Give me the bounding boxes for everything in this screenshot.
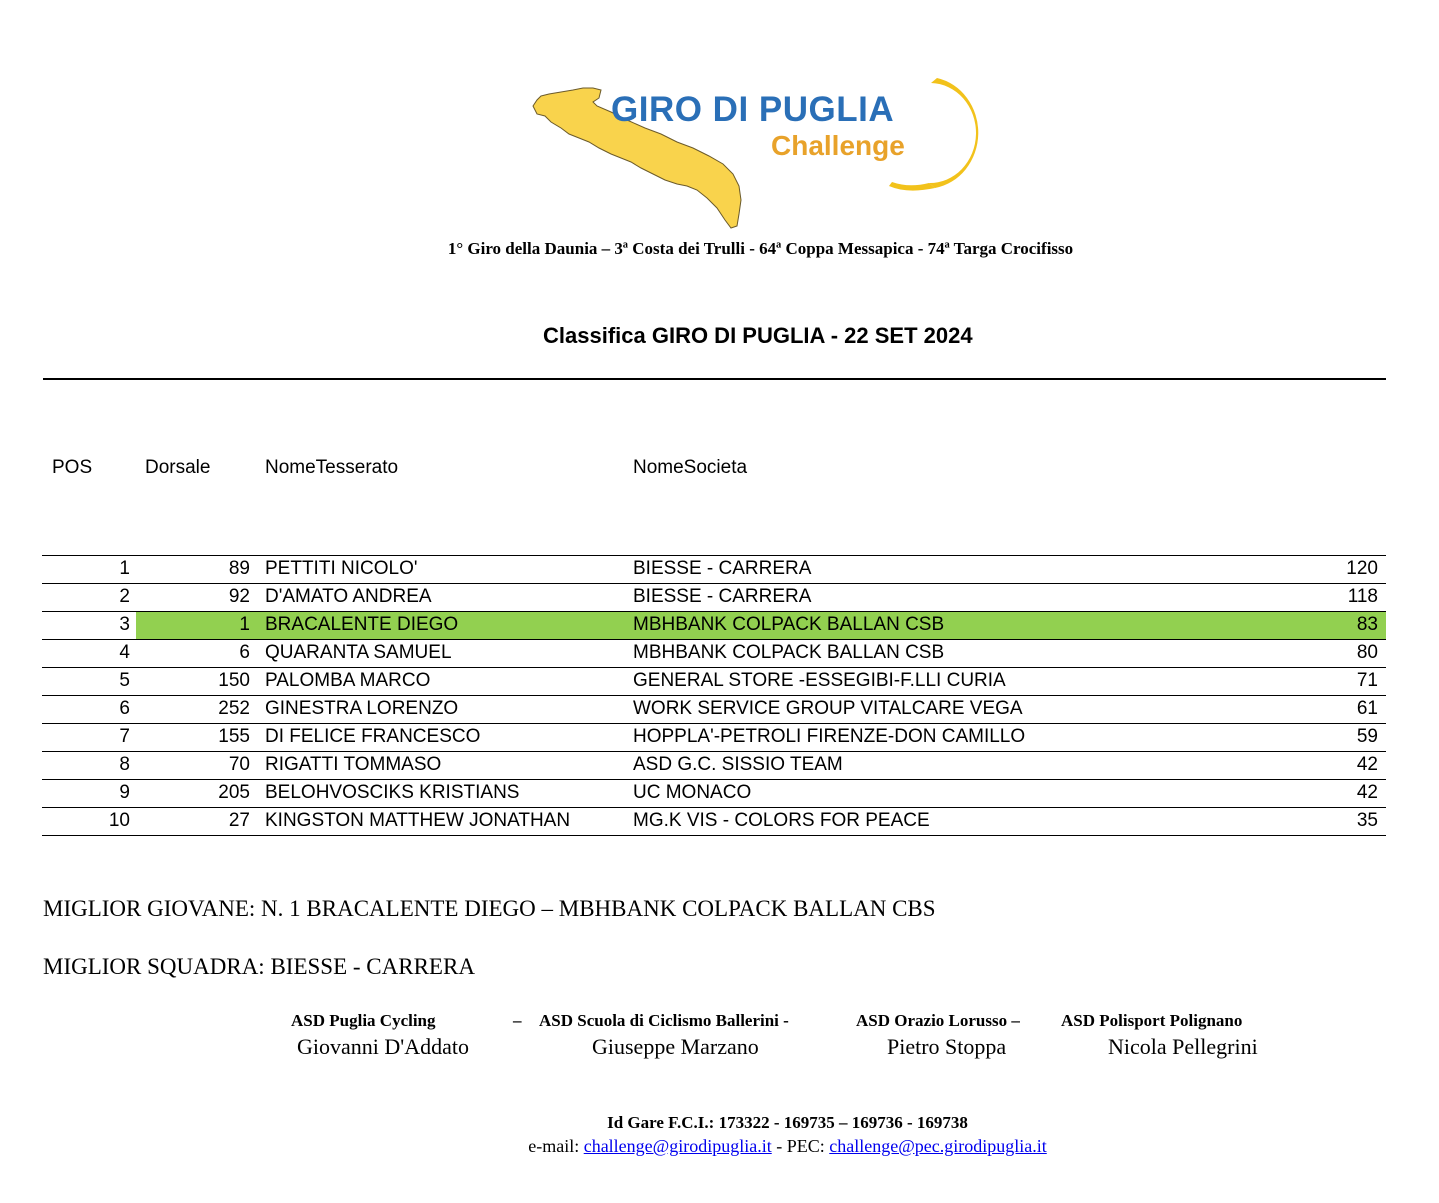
cell-pos: 1	[119, 558, 130, 579]
cell-pos: 6	[119, 698, 130, 719]
cell-team: MBHBANK COLPACK BALLAN CSB	[633, 614, 945, 635]
email-link[interactable]: challenge@girodipuglia.it	[583, 1136, 772, 1156]
table-row	[42, 639, 1386, 667]
cell-bib: 1	[239, 614, 250, 635]
contacts-line	[0, 1136, 1439, 1157]
cell-points: 35	[1356, 810, 1378, 831]
table-row	[42, 555, 1386, 583]
cell-points: 59	[1356, 726, 1378, 747]
table-row	[42, 695, 1386, 723]
cell-pos: 7	[119, 726, 130, 747]
organizer-person: Nicola Pellegrini	[1108, 1034, 1258, 1059]
cell-bib: 92	[228, 586, 250, 607]
organizer-club: ASD Scuola di Ciclismo Ballerini -	[539, 1011, 789, 1030]
header-pos: POS	[52, 457, 93, 478]
cell-team: BIESSE - CARRERA	[633, 558, 812, 579]
cell-name: GINESTRA LORENZO	[265, 698, 459, 719]
cell-name: BELOHVOSCIKS KRISTIANS	[265, 782, 520, 803]
table-row	[42, 667, 1386, 695]
table-row	[42, 807, 1386, 836]
cell-points: 42	[1356, 782, 1378, 803]
cell-team: GENERAL STORE -ESSEGIBI-F.LLI CURIA	[633, 670, 1006, 691]
cell-name: RIGATTI TOMMASO	[265, 754, 442, 775]
organizer-person: Giovanni D'Addato	[297, 1034, 469, 1059]
pec-label: - PEC:	[771, 1136, 830, 1156]
title-divider	[43, 378, 1386, 380]
page-title: Classifica GIRO DI PUGLIA - 22 SET 2024	[543, 323, 973, 348]
cell-name: KINGSTON MATTHEW JONATHAN	[265, 810, 571, 831]
header-team: NomeSocieta	[633, 457, 748, 478]
header-bib: Dorsale	[145, 457, 211, 478]
cell-pos: 5	[119, 670, 130, 691]
giro-di-puglia-logo	[527, 72, 997, 234]
cell-bib: 150	[218, 670, 250, 691]
cell-name: D'AMATO ANDREA	[265, 586, 432, 607]
cell-bib: 252	[218, 698, 250, 719]
best-young-rider: MIGLIOR GIOVANE: N. 1 BRACALENTE DIEGO – MBHBANK COLPACK BALLAN CBS	[43, 896, 936, 921]
races-line: 1° Giro della Daunia – 3ª Costa dei Trulli - 64ª Coppa Messapica - 74ª Targa Crocifisso	[447, 239, 1074, 258]
cell-bib: 6	[239, 642, 250, 663]
cell-bib: 205	[218, 782, 250, 803]
cell-name: BRACALENTE DIEGO	[265, 614, 459, 635]
cell-name: PETTITI NICOLO'	[265, 558, 418, 579]
pec-link[interactable]: challenge@pec.girodipuglia.it	[829, 1136, 1047, 1156]
cell-team: MBHBANK COLPACK BALLAN CSB	[633, 642, 945, 663]
logo-subtitle: Challenge	[771, 130, 905, 161]
cell-points: 61	[1356, 698, 1378, 719]
cell-team: ASD G.C. SISSIO TEAM	[633, 754, 843, 775]
cell-team: BIESSE - CARRERA	[633, 586, 812, 607]
logo-title: GIRO DI PUGLIA	[611, 90, 895, 129]
organizer-club: ASD Puglia Cycling	[291, 1011, 436, 1030]
cell-bib: 27	[228, 810, 250, 831]
ranking-table	[42, 555, 1386, 836]
cell-team: WORK SERVICE GROUP VITALCARE VEGA	[633, 698, 1023, 719]
table-row	[42, 723, 1386, 751]
cell-points: 80	[1356, 642, 1378, 663]
race-ids: Id Gare F.C.I.: 173322 - 169735 – 169736 - 169738	[607, 1113, 968, 1132]
cell-pos: 2	[119, 586, 130, 607]
cell-name: PALOMBA MARCO	[265, 670, 431, 691]
organizer-person: Giuseppe Marzano	[592, 1034, 759, 1059]
header-name: NomeTesserato	[265, 457, 399, 478]
best-team: MIGLIOR SQUADRA: BIESSE - CARRERA	[43, 954, 475, 979]
cell-points: 120	[1346, 558, 1378, 579]
organizer-separator: –	[513, 1011, 522, 1030]
organizer-club: ASD Polisport Polignano	[1061, 1011, 1243, 1030]
cell-team: MG.K VIS - COLORS FOR PEACE	[633, 810, 930, 831]
cell-team: HOPPLA'-PETROLI FIRENZE-DON CAMILLO	[633, 726, 1026, 747]
cell-name: DI FELICE FRANCESCO	[265, 726, 481, 747]
cell-name: QUARANTA SAMUEL	[265, 642, 452, 663]
cell-pos: 9	[119, 782, 130, 803]
cell-bib: 155	[218, 726, 250, 747]
cell-bib: 89	[228, 558, 250, 579]
cell-points: 118	[1347, 586, 1378, 607]
organizer-club: ASD Orazio Lorusso –	[856, 1011, 1020, 1030]
email-label: e-mail:	[528, 1136, 584, 1156]
cell-points: 71	[1356, 670, 1378, 691]
table-row	[42, 751, 1386, 779]
cell-pos: 4	[119, 642, 130, 663]
table-row	[42, 583, 1386, 611]
cell-pos: 3	[119, 614, 130, 635]
cell-pos: 8	[119, 754, 130, 775]
table-row	[42, 779, 1386, 807]
cell-points: 83	[1356, 614, 1378, 635]
cell-pos: 10	[108, 810, 130, 831]
cell-bib: 70	[228, 754, 250, 775]
cell-points: 42	[1356, 754, 1378, 775]
table-row-highlighted	[42, 611, 1386, 639]
organizer-person: Pietro Stoppa	[887, 1034, 1007, 1059]
cell-team: UC MONACO	[633, 782, 752, 803]
